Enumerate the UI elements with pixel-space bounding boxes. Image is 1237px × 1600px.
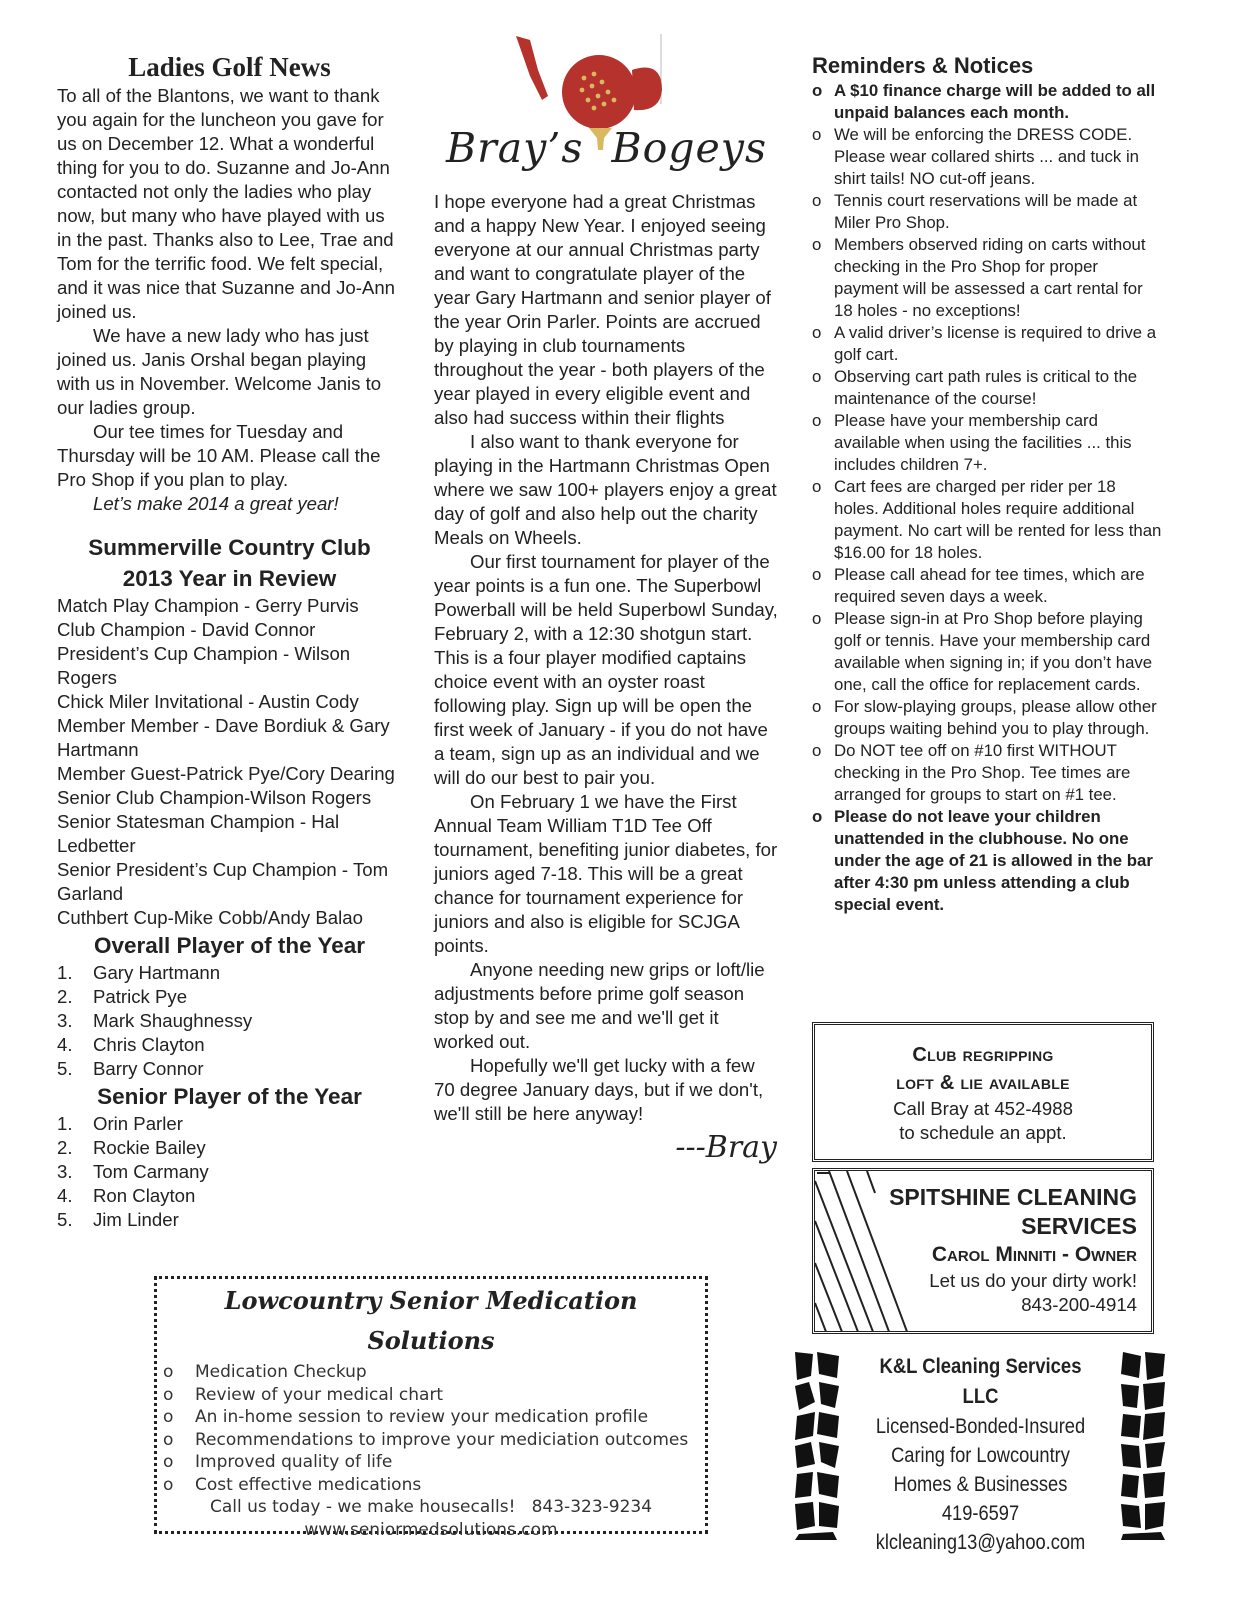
kl-phone: 419-6597	[941, 1501, 1020, 1525]
brays-paragraph-3: Our first tournament for player of the year points is a fun one. The Superbowl Powerball will be held Superbowl Sunday, February 2, with a 12:30 shotgun start. This is a four player modified captains choice event with an oyster roast following play. Sign up will be open the first week of January - if you do not have a team, sign up as an individual and we will do our best to pair you.	[434, 551, 778, 788]
review-item: Chick Miler Invitational - Austin Cody	[57, 691, 359, 712]
giraffe-pattern-left	[793, 1350, 841, 1540]
list-item: o Medication Checkup	[163, 1362, 367, 1382]
senior-player-list	[57, 1112, 402, 1232]
list-item: o Please do not leave your children unattended in the clubhouse. No one under the age of 21 is allowed in the bar after 4:30 pm unless attending a club special event.	[812, 807, 1153, 914]
list-item: 5. Jim Linder	[57, 1209, 179, 1230]
kl-title: K&L Cleaning Services LLC	[879, 1355, 1082, 1408]
review-item: Club Champion - David Connor	[57, 619, 316, 640]
review-title-club: Summerville Country Club	[88, 535, 371, 560]
review-item: Senior Statesman Champion - Hal Ledbetter	[57, 811, 340, 856]
list-item: 2. Rockie Bailey	[57, 1137, 206, 1158]
review-item: President’s Cup Champion - Wilson Rogers	[57, 643, 351, 688]
review-item: Match Play Champion - Gerry Purvis	[57, 595, 359, 616]
regrip-line-1: Club regripping	[912, 1044, 1054, 1066]
kl-line-3: Homes & Businesses	[893, 1472, 1068, 1496]
list-item: o Review of your medical chart	[163, 1384, 444, 1405]
brays-bogeys-column	[434, 0, 779, 1165]
review-item: Member Member - Dave Bordiuk & Gary Hartmann	[57, 715, 390, 760]
list-item: o Please call ahead for tee times, which are required seven days a week.	[812, 565, 1145, 606]
kl-text	[845, 1352, 1116, 1557]
list-item: o A valid driver’s license is required to drive a golf cart.	[812, 323, 1157, 364]
list-item: o Improved quality of life	[163, 1452, 393, 1472]
kl-line-1: Licensed-Bonded-Insured	[875, 1414, 1086, 1438]
brays-paragraph-4: On February 1 we have the First Annual Team William T1D Tee Off tournament, benefiting junior diabetes, for juniors aged 7-18. This will be a great chance for tournament experience for juniors and also is eligible for SCJGA points.	[434, 791, 778, 956]
list-item: o Members observed riding on carts without checking in the Pro Shop for proper payment will be assessed a cart rental for 18 holes - no exceptions!	[812, 235, 1146, 320]
list-item: 4. Chris Clayton	[57, 1034, 205, 1055]
brays-paragraph-6: Hopefully we'll get lucky with a few 70 degree January days, but if we don't, we'll still be here anyway!	[434, 1055, 764, 1124]
spitshine-text	[889, 1183, 1137, 1317]
regrip-line-2: loft & lie available	[896, 1072, 1070, 1094]
review-title-year: 2013 Year in Review	[122, 566, 337, 591]
regripping-ad	[812, 1022, 1154, 1162]
medication-solutions-ad	[154, 1276, 708, 1540]
bray-signature: ---Bray	[675, 1130, 777, 1165]
med-call: Call us today - we make housecalls! 843-323-9234	[209, 1497, 653, 1517]
list-item: o A $10 finance charge will be added to all unpaid balances each month.	[812, 81, 1156, 122]
list-item: o Do NOT tee off on #10 first WITHOUT checking in the Pro Shop. Tee times are arranged for groups to start on #1 tee.	[812, 741, 1131, 804]
review-list	[57, 594, 402, 930]
kl-email: klcleaning13@yahoo.com	[875, 1530, 1086, 1554]
brays-paragraph-1: I hope everyone had a great Christmas and a happy New Year. I enjoyed seeing everyone at our annual Christmas party and want to congratulate player of the year Gary Hartmann and senior player of the year Orin Parler. Points are accrued by playing in club tournaments throughout the year - both players of the year played in every eligible event and also had success within their flights	[434, 191, 771, 428]
kl-cleaning-ad	[793, 1348, 1168, 1554]
brays-paragraph-2: I also want to thank everyone for playing in the Hartmann Christmas Open where we saw 100+ players enjoy a great day of golf and also help out the charity Meals on Wheels.	[434, 431, 777, 548]
spitshine-ad	[812, 1168, 1154, 1334]
list-item: o For slow-playing groups, please allow other groups waiting behind you to play through.	[812, 697, 1157, 738]
brays-paragraph-5: Anyone needing new grips or loft/lie adjustments before prime golf season stop by and see me and we'll get it worked out.	[434, 959, 765, 1052]
list-item: o Please sign-in at Pro Shop before playing golf or tennis. Have your membership card available when signing in; if you don’t have one, call the office for replacement cards.	[812, 609, 1153, 694]
list-item: 3. Tom Carmany	[57, 1161, 209, 1182]
regrip-line-4: to schedule an appt.	[899, 1122, 1067, 1143]
med-title: Lowcountry Senior Medication Solutions	[224, 1286, 638, 1355]
list-item: o Cart fees are charged per rider per 18 holes. Additional holes require additional payment. No cart will be rented for less than $16.00 for 18 holes.	[812, 477, 1162, 562]
review-item: Senior President’s Cup Champion - Tom Garland	[57, 859, 389, 904]
kl-line-2: Caring for Lowcountry	[891, 1443, 1070, 1467]
spitshine-title-1: SPITSHINE CLEANING	[889, 1184, 1137, 1210]
ladies-golf-title: Ladies Golf News	[128, 52, 331, 82]
reminders-column	[812, 0, 1162, 916]
list-item: o Please have your membership card available when using the facilities ... this includes children 7+.	[812, 411, 1132, 474]
list-item: o Tennis court reservations will be made at Miler Pro Shop.	[812, 191, 1138, 232]
list-item: 1. Gary Hartmann	[57, 962, 221, 983]
spitshine-phone: 843-200-4914	[1021, 1294, 1137, 1315]
spitshine-owner: Carol Minniti - Owner	[931, 1243, 1137, 1266]
reminders-title: Reminders & Notices	[812, 53, 1034, 78]
list-item: o Cost effective medications	[163, 1474, 422, 1495]
overall-player-title: Overall Player of the Year	[94, 933, 365, 958]
med-url: www.seniormedsolutions.com	[304, 1519, 558, 1540]
brays-bogeys-logo	[434, 0, 779, 190]
list-item: o Observing cart path rules is critical to the maintenance of the course!	[812, 367, 1138, 408]
review-item: Senior Club Champion-Wilson Rogers	[57, 787, 372, 808]
giraffe-pattern-right	[1119, 1350, 1167, 1540]
list-item: o An in-home session to review your medication profile	[163, 1407, 649, 1427]
ladies-golf-closing: Let’s make 2014 a great year!	[93, 493, 339, 514]
reminders-list	[812, 80, 1162, 916]
list-item: 4. Ron Clayton	[57, 1185, 196, 1206]
list-item: 1. Orin Parler	[57, 1113, 183, 1134]
ladies-golf-paragraph-3: Our tee times for Tuesday and Thursday will be 10 AM. Please call the Pro Shop if you plan to play.	[57, 421, 381, 490]
ladies-golf-paragraph-1: To all of the Blantons, we want to thank you again for the luncheon you gave for us on December 12. What a wonderful thing for you to do. Suzanne and Jo-Ann contacted not only the ladies who play now, but many who have played with us in the past. Thanks also to Lee, Trae and Tom for the terrific food. We felt special, and it was nice that Suzanne and Jo-Ann joined us.	[57, 85, 396, 322]
ladies-golf-column	[57, 0, 402, 1232]
list-item: 2. Patrick Pye	[57, 986, 188, 1007]
ladies-golf-paragraph-2: We have a new lady who has just joined us. Janis Orshal began playing with us in November. Welcome Janis to our ladies group.	[57, 325, 382, 418]
list-item: o Recommendations to improve your mediciation outcomes	[163, 1429, 689, 1450]
list-item: o We will be enforcing the DRESS CODE. Please wear collared shirts ... and tuck in shirt tails! NO cut-off jeans.	[812, 125, 1140, 188]
spitshine-title-2: SERVICES	[1021, 1213, 1137, 1239]
senior-player-title: Senior Player of the Year	[97, 1084, 362, 1109]
med-list	[157, 1361, 705, 1496]
overall-player-list	[57, 961, 402, 1081]
spitshine-tagline: Let us do your dirty work!	[929, 1270, 1137, 1291]
regrip-line-3: Call Bray at 452-4988	[893, 1098, 1073, 1119]
list-item: 3. Mark Shaughnessy	[57, 1010, 253, 1031]
review-item: Cuthbert Cup-Mike Cobb/Andy Balao	[57, 907, 363, 928]
list-item: 5. Barry Connor	[57, 1058, 204, 1079]
review-item: Member Guest-Patrick Pye/Cory Dearing	[57, 763, 395, 784]
brays-bogeys-title: Bray’s Bogeys	[446, 124, 767, 172]
